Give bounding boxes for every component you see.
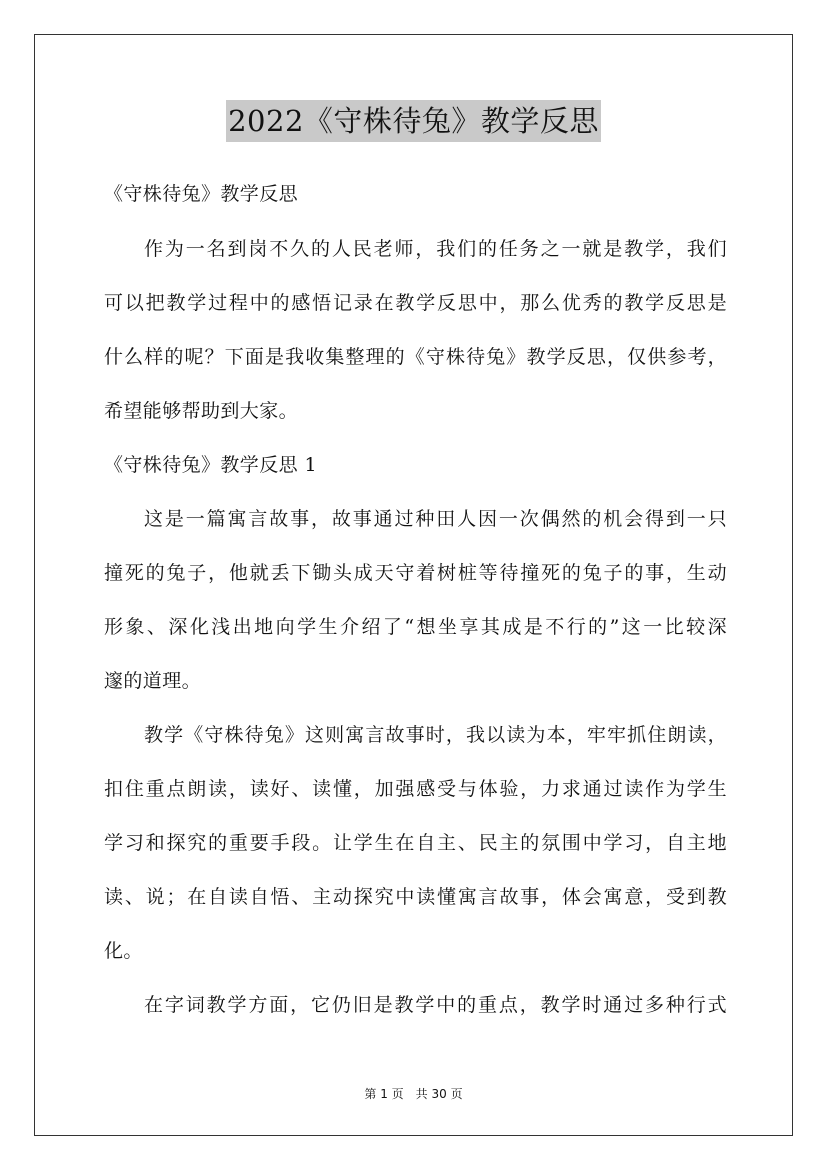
paragraph-line: 学习和探究的重要手段。让学生在自主、民主的氛围中学习，自主地 [104, 832, 727, 854]
paragraph-line: 化。 [104, 940, 143, 962]
page-number-footer: 第 1 页 共 30 页 [364, 1087, 463, 1101]
paragraph-line: 形象、深化浅出地向学生介绍了“想坐享其成是不行的”这一比较深 [104, 616, 727, 638]
title-wrapper [0, 100, 827, 142]
section-heading: 《守株待兔》教学反思 1 [104, 454, 317, 476]
section-heading: 《守株待兔》教学反思 [104, 183, 299, 205]
paragraph-line: 作为一名到岗不久的人民老师，我们的任务之一就是教学，我们 [144, 238, 727, 260]
paragraph-line: 邃的道理。 [104, 670, 202, 692]
paragraph-line: 撞死的兔子，他就丢下锄头成天守着树桩等待撞死的兔子的事，生动 [104, 562, 727, 584]
document-title: 2022《守株待兔》教学反思 [226, 100, 601, 142]
paragraph-line: 在字词教学方面，它仍旧是教学中的重点，教学时通过多种行式 [144, 994, 727, 1016]
paragraph-line: 读、说；在自读自悟、主动探究中读懂寓言故事，体会寓意，受到教 [104, 886, 727, 908]
paragraph-line: 可以把教学过程中的感悟记录在教学反思中，那么优秀的教学反思是 [104, 292, 727, 314]
paragraph-line: 希望能够帮助到大家。 [104, 400, 299, 422]
paragraph-line: 教学《守株待兔》这则寓言故事时，我以读为本，牢牢抓住朗读， [144, 724, 727, 746]
paragraph-line: 扣住重点朗读，读好、读懂，加强感受与体验，力求通过读作为学生 [104, 778, 727, 800]
paragraph-line: 什么样的呢？下面是我收集整理的《守株待兔》教学反思，仅供参考， [104, 346, 727, 368]
paragraph-line: 这是一篇寓言故事，故事通过种田人因一次偶然的机会得到一只 [144, 508, 727, 530]
